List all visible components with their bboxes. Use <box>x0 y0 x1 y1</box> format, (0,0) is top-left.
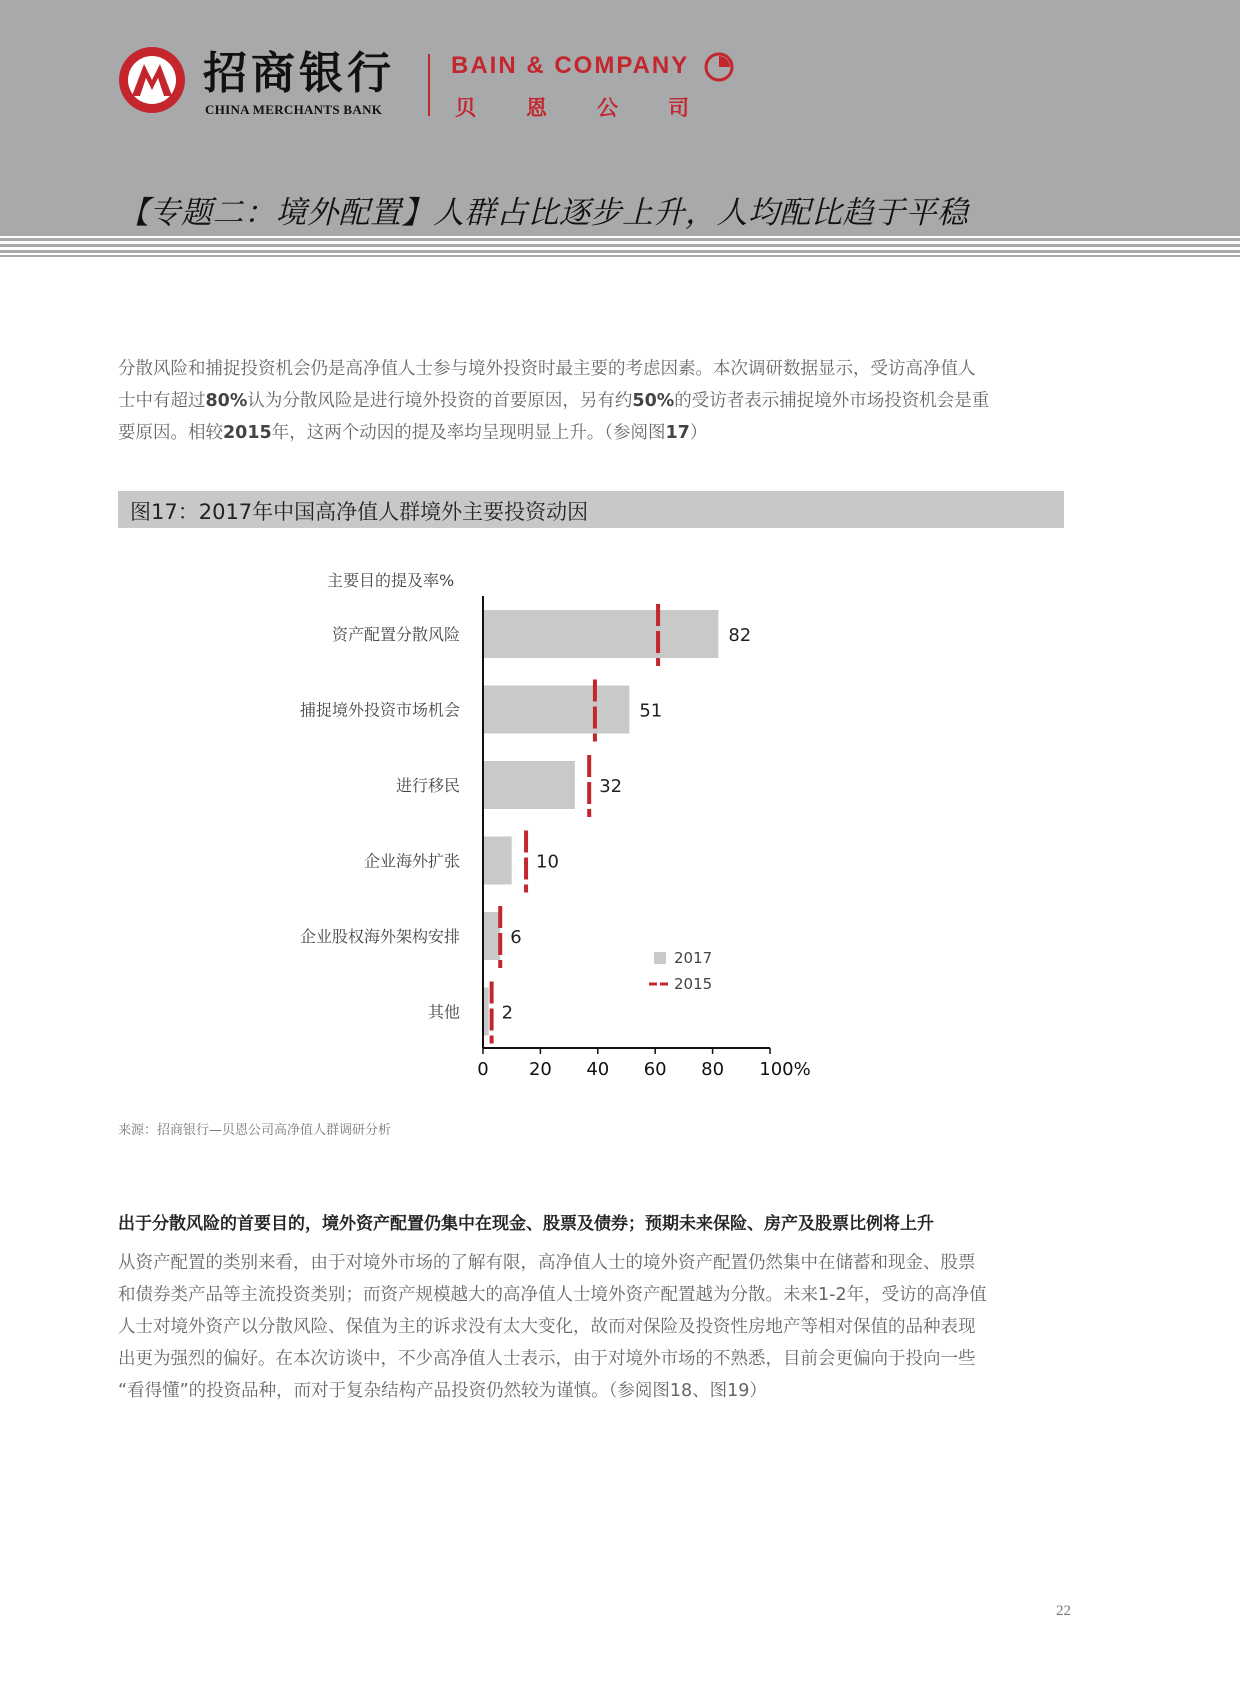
cmb-name-en: CHINA MERCHANTS BANK <box>205 102 383 117</box>
intro-line-1: 分散风险和捕捉投资机会仍是高净值人士参与境外投资时最主要的考虑因素。本次调研数据显示，受访高净值人 <box>118 359 976 379</box>
section-heading: 出于分散风险的首要目的，境外资产配置仍集中在现金、股票及债券；预期未来保险、房产及股票比例将上升 <box>118 1214 934 1234</box>
bar-chart <box>0 540 1240 1100</box>
bar-2017 <box>483 686 629 734</box>
intro-paragraph <box>118 353 1064 449</box>
logo-divider <box>428 54 430 116</box>
bain-name-en: BAIN & COMPANY <box>451 52 690 79</box>
y-axis-title: 主要目的提及率% <box>327 571 455 590</box>
legend-label-2015: 2015 <box>674 975 713 993</box>
x-tick-label: 80 <box>701 1059 725 1080</box>
header-band <box>0 0 1240 236</box>
x-tick-label: 0 <box>477 1059 489 1080</box>
page-number: 22 <box>1056 1603 1071 1619</box>
page-title: 【专题二：境外配置】人群占比逐步上升，人均配比趋于平稳 <box>118 195 969 231</box>
bar-2017 <box>483 837 512 885</box>
section-paragraph <box>118 1247 1064 1407</box>
cmb-logo-icon <box>118 46 186 114</box>
data-label: 2 <box>501 1002 514 1024</box>
section-line-1: 从资产配置的类别来看，由于对境外市场的了解有限，高净值人士的境外资产配置仍然集中在储蓄和现金、股票 <box>118 1253 976 1273</box>
category-label: 进行移民 <box>395 776 460 795</box>
category-label: 企业海外扩张 <box>363 851 460 871</box>
bar-2017 <box>483 912 500 960</box>
category-label: 企业股权海外架构安排 <box>299 927 460 946</box>
data-label: 10 <box>536 851 559 873</box>
x-tick-label: 40 <box>586 1059 610 1080</box>
section-line-5: “看得懂”的投资品种，而对于复杂结构产品投资仍然较为谨慎。（参阅图18、图19） <box>118 1381 767 1401</box>
intro-line-2: 士中有超过80%认为分散风险是进行境外投资的首要原因，另有约50%的受访者表示捕捉境外市场投资机会是重 <box>118 391 990 411</box>
intro-line-3: 要原因。相较2015年，这两个动因的提及率均呈现明显上升。（参阅图17） <box>118 423 708 443</box>
category-label: 捕捉境外投资市场机会 <box>299 700 460 720</box>
section-line-3: 人士对境外资产以分散风险、保值为主的诉求没有太大变化，故而对保险及投资性房地产等相对保值的品种表现 <box>118 1317 976 1337</box>
cmb-name-cn: 招商银行 <box>203 48 395 99</box>
data-label: 82 <box>728 625 752 646</box>
x-tick-label: 20 <box>528 1059 552 1080</box>
x-tick-label: 100% <box>759 1059 811 1080</box>
category-label: 其他 <box>427 1002 460 1022</box>
source-note: 来源：招商银行—贝恩公司高净值人群调研分析 <box>118 1123 392 1138</box>
x-tick-label: 60 <box>643 1059 667 1080</box>
bain-logo-icon <box>703 51 735 83</box>
section-line-2: 和债券类产品等主流投资类别；而资产规模越大的高净值人士境外资产配置越为分散。未来1-2年，受访的高净值 <box>118 1285 987 1305</box>
bar-2017 <box>483 761 575 809</box>
data-label: 6 <box>510 927 522 948</box>
category-label: 资产配置分散风险 <box>331 625 460 644</box>
bar-2017 <box>483 610 718 658</box>
bain-name-cn: 贝恩公司 <box>455 96 739 120</box>
figure-title: 图17：2017年中国高净值人群境外主要投资动因 <box>130 500 589 524</box>
figure-title-bar <box>118 491 1064 528</box>
header-stripes <box>0 236 1240 258</box>
section-line-4: 出更为强烈的偏好。在本次访谈中，不少高净值人士表示，由于对境外市场的不熟悉，目前会更偏向于投向一些 <box>118 1349 976 1369</box>
data-label: 32 <box>599 776 623 797</box>
legend-label-2017: 2017 <box>674 949 713 967</box>
legend-swatch-2017 <box>654 952 666 964</box>
data-label: 51 <box>639 700 663 722</box>
